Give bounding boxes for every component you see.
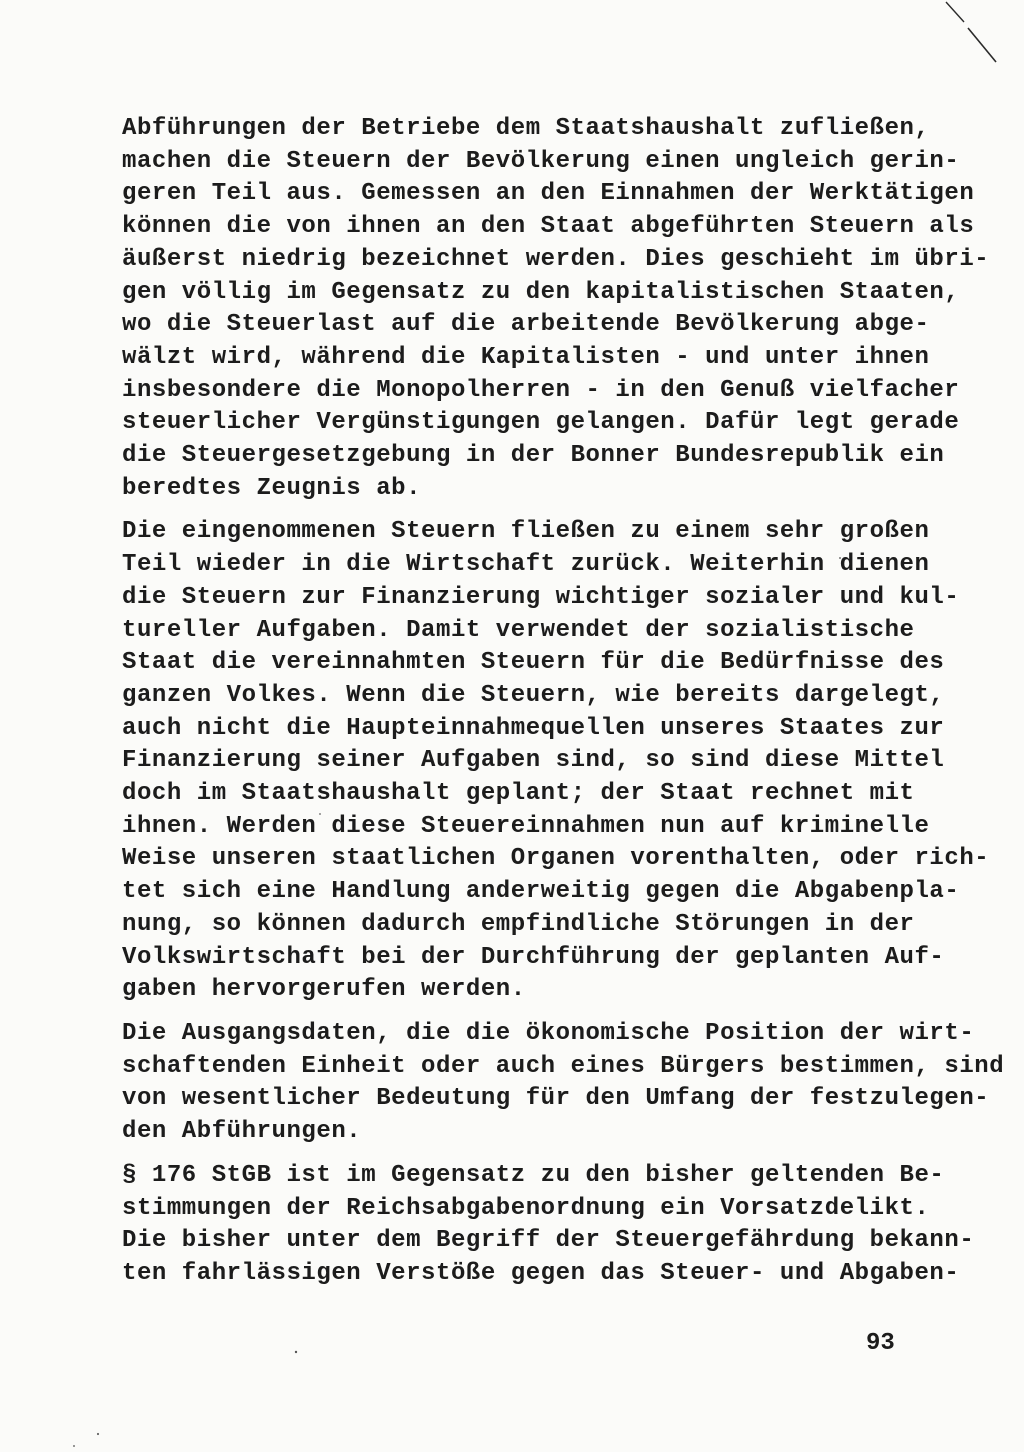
text-line: § 176 StGB ist im Gegensatz zu den bisher geltenden Be- xyxy=(122,1161,945,1189)
text-line: gaben hervorgerufen werden. xyxy=(122,976,526,1004)
text-line: wo die Steuerlast auf die arbeitende Bevölkerung abge- xyxy=(122,311,930,339)
text-line: machen die Steuern der Bevölkerung einen ungleich gerin- xyxy=(122,147,960,175)
text-line: Die Ausgangsdaten, die die ökonomische Position der wirt- xyxy=(122,1019,975,1047)
text-line: äußerst niedrig bezeichnet werden. Dies geschieht im übri- xyxy=(122,245,990,273)
text-line: stimmungen der Reichsabgabenordnung ein Vorsatzdelikt. xyxy=(122,1194,930,1222)
text-line: steuerlicher Vergünstigungen gelangen. Dafür legt gerade xyxy=(122,409,960,437)
document-body xyxy=(122,113,1005,1302)
text-line: nung, so können dadurch empfindliche Störungen in der xyxy=(122,910,915,938)
scan-dust-speck xyxy=(294,1350,298,1354)
scan-dust-speck xyxy=(72,1444,76,1448)
text-line: die Steuergesetzgebung in der Bonner Bundesrepublik ein xyxy=(122,442,945,470)
text-line: beredtes Zeugnis ab. xyxy=(122,474,422,502)
text-line: die Steuern zur Finanzierung wichtiger sozialer und kul- xyxy=(122,583,960,611)
page-number: 93 xyxy=(866,1330,895,1357)
text-line: Die bisher unter dem Begriff der Steuergefährdung bekann- xyxy=(122,1227,975,1255)
text-line: gen völlig im Gegensatz zu den kapitalistischen Staaten, xyxy=(122,278,960,306)
text-line: Volkswirtschaft bei der Durchführung der geplanten Auf- xyxy=(122,943,945,971)
text-line: Die eingenommenen Steuern fließen zu einem sehr großen xyxy=(122,518,930,546)
text-line: geren Teil aus. Gemessen an den Einnahmen der Werktätigen xyxy=(122,180,975,208)
text-line: können die von ihnen an den Staat abgeführten Steuern als xyxy=(122,213,975,241)
text-line: Weise unseren staatlichen Organen vorenthalten, oder rich- xyxy=(122,845,990,873)
paragraph xyxy=(122,1160,975,1291)
text-line: Abführungen der Betriebe dem Staatshaushalt zufließen, xyxy=(122,115,930,142)
text-line: ihnen. Werden diese Steuereinnahmen nun auf kriminelle xyxy=(122,812,930,840)
scan-corner-mark xyxy=(944,0,1000,68)
paragraph xyxy=(122,516,990,1007)
text-line: Teil wieder in die Wirtschaft zurück. Weiterhin dienen xyxy=(122,551,930,579)
text-line: auch nicht die Haupteinnahmequellen unseres Staates zur xyxy=(122,714,945,742)
text-line: ten fahrlässigen Verstöße gegen das Steuer- und Abgaben- xyxy=(122,1259,960,1287)
paragraph xyxy=(122,113,990,505)
text-line: schaftenden Einheit oder auch eines Bürgers bestimmen, sind xyxy=(122,1052,1005,1080)
text-line: insbesondere die Monopolherren - in den Genuß vielfacher xyxy=(122,376,960,404)
text-line: den Abführungen. xyxy=(122,1118,362,1146)
text-line: tureller Aufgaben. Damit verwendet der sozialistische xyxy=(122,616,915,644)
text-line: tet sich eine Handlung anderweitig gegen die Abgabenpla- xyxy=(122,878,960,906)
text-line: von wesentlicher Bedeutung für den Umfang der festzulegen- xyxy=(122,1085,990,1113)
scan-dust-speck xyxy=(96,1432,100,1436)
text-line: Finanzierung seiner Aufgaben sind, so sind diese Mittel xyxy=(122,747,945,775)
text-line: Staat die vereinnahmten Steuern für die Bedürfnisse des xyxy=(122,649,945,677)
paragraph xyxy=(122,1018,1005,1149)
text-line: ganzen Volkes. Wenn die Steuern, wie bereits dargelegt, xyxy=(122,681,945,709)
text-line: doch im Staatshaushalt geplant; der Staat rechnet mit xyxy=(122,780,915,808)
text-line: wälzt wird, während die Kapitalisten - und unter ihnen xyxy=(122,343,930,371)
